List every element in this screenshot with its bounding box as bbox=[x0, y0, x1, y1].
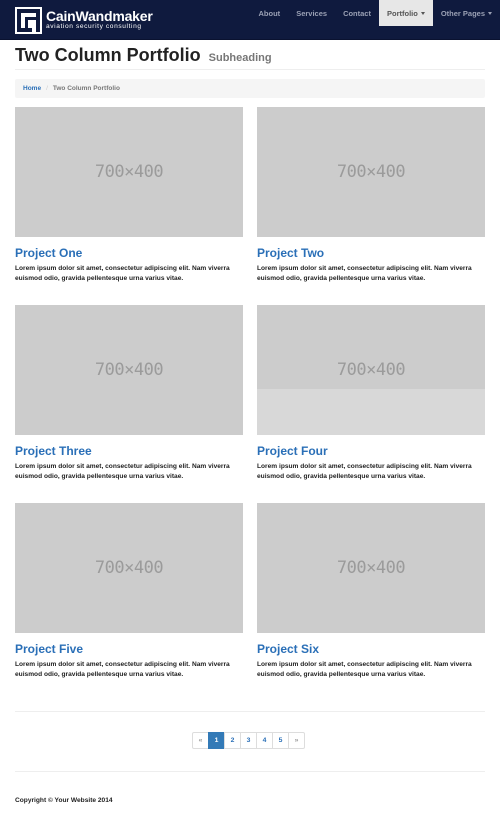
caret-down-icon bbox=[488, 12, 492, 15]
nav-about[interactable] bbox=[251, 0, 289, 26]
project-image[interactable] bbox=[257, 305, 485, 435]
project-title-link[interactable]: Project One bbox=[15, 246, 83, 260]
project-description: Lorem ipsum dolor sit amet, consectetur adipiscing elit. Nam viverra euismod odio, gravida pellentesque urna varius vitae. bbox=[15, 661, 230, 678]
nav-about-label: About bbox=[258, 8, 281, 18]
pagination-page-3[interactable]: 3 bbox=[240, 732, 257, 749]
image-placeholder-label: 700×400 bbox=[94, 558, 164, 578]
project-description: Lorem ipsum dolor sit amet, consectetur adipiscing elit. Nam viverra euismod odio, gravida pellentesque urna varius vitae. bbox=[257, 661, 472, 678]
breadcrumb bbox=[15, 79, 485, 98]
portfolio-item bbox=[257, 503, 485, 680]
breadcrumb-home-link[interactable]: Home bbox=[23, 85, 42, 92]
page-title-text: Two Column Portfolio bbox=[15, 45, 201, 65]
navbar bbox=[0, 0, 500, 40]
main-nav bbox=[251, 0, 500, 26]
image-placeholder-label: 700×400 bbox=[336, 558, 406, 578]
project-image[interactable] bbox=[15, 107, 243, 237]
project-description: Lorem ipsum dolor sit amet, consectetur adipiscing elit. Nam viverra euismod odio, gravida pellentesque urna varius vitae. bbox=[15, 463, 230, 480]
project-description: Lorem ipsum dolor sit amet, consectetur adipiscing elit. Nam viverra euismod odio, gravida pellentesque urna varius vitae. bbox=[257, 463, 472, 480]
nav-portfolio-dropdown[interactable] bbox=[379, 0, 433, 26]
project-title-link[interactable]: Project Two bbox=[257, 246, 325, 260]
portfolio-item bbox=[15, 305, 243, 482]
pagination bbox=[192, 732, 305, 749]
nav-services[interactable] bbox=[288, 0, 335, 26]
divider bbox=[15, 711, 485, 712]
logo-icon bbox=[15, 7, 42, 34]
project-title-link[interactable]: Project Three bbox=[15, 444, 92, 458]
project-image[interactable] bbox=[15, 503, 243, 633]
breadcrumb-current: Two Column Portfolio bbox=[52, 85, 120, 92]
nav-contact[interactable] bbox=[335, 0, 379, 26]
project-description: Lorem ipsum dolor sit amet, consectetur adipiscing elit. Nam viverra euismod odio, gravida pellentesque urna varius vitae. bbox=[257, 265, 472, 282]
caret-down-icon bbox=[421, 12, 425, 15]
image-placeholder-label: 700×400 bbox=[94, 162, 164, 182]
pagination-prev[interactable]: « bbox=[192, 732, 209, 749]
project-title-link[interactable]: Project Six bbox=[257, 642, 320, 656]
divider bbox=[15, 771, 485, 772]
project-title-link[interactable]: Project Five bbox=[15, 642, 84, 656]
portfolio-item bbox=[257, 305, 485, 482]
brand-name: CainWandmaker bbox=[46, 8, 153, 25]
page-subheading: Subheading bbox=[208, 52, 272, 64]
project-description: Lorem ipsum dolor sit amet, consectetur adipiscing elit. Nam viverra euismod odio, gravida pellentesque urna varius vitae. bbox=[15, 265, 230, 282]
nav-contact-label: Contact bbox=[343, 8, 371, 18]
portfolio-item bbox=[15, 503, 243, 680]
project-image[interactable] bbox=[257, 107, 485, 237]
brand-tagline: aviation security consulting bbox=[46, 23, 142, 31]
portfolio-item bbox=[257, 107, 485, 284]
pagination-page-5[interactable]: 5 bbox=[272, 732, 289, 749]
nav-services-label: Services bbox=[296, 8, 328, 18]
image-hover-overlay bbox=[257, 389, 485, 435]
nav-other-pages-dropdown[interactable] bbox=[433, 0, 500, 26]
brand-logo-link[interactable] bbox=[15, 6, 153, 34]
page-title bbox=[15, 45, 272, 66]
image-placeholder-label: 700×400 bbox=[336, 360, 406, 380]
pagination-next[interactable]: » bbox=[288, 732, 305, 749]
pagination-page-4[interactable]: 4 bbox=[256, 732, 273, 749]
image-placeholder-label: 700×400 bbox=[336, 162, 406, 182]
pagination-page-2[interactable]: 2 bbox=[224, 732, 241, 749]
nav-other-pages-label: Other Pages bbox=[440, 8, 485, 18]
pagination-page-1[interactable]: 1 bbox=[208, 732, 225, 749]
project-image[interactable] bbox=[15, 305, 243, 435]
project-image[interactable] bbox=[257, 503, 485, 633]
project-title-link[interactable]: Project Four bbox=[257, 444, 328, 458]
footer-copyright: Copyright © Your Website 2014 bbox=[15, 797, 113, 804]
nav-portfolio-label: Portfolio bbox=[386, 8, 418, 18]
portfolio-item bbox=[15, 107, 243, 284]
title-divider bbox=[15, 69, 485, 70]
breadcrumb-separator: / bbox=[46, 85, 48, 92]
image-placeholder-label: 700×400 bbox=[94, 360, 164, 380]
